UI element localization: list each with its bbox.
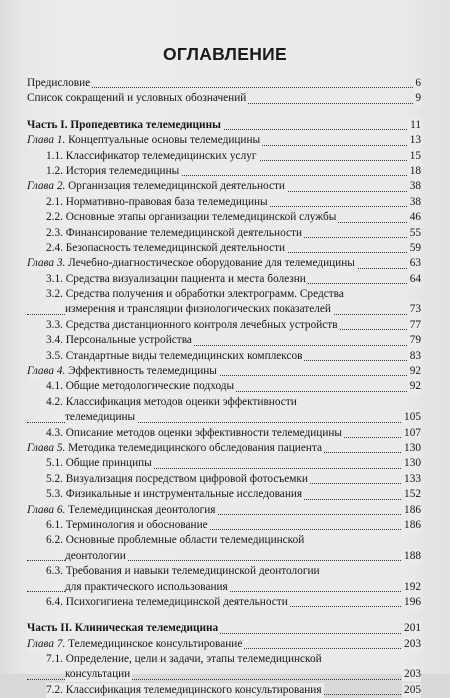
toc-section-entry — [27, 595, 421, 610]
toc-front-entry — [27, 91, 421, 106]
page-number: 64 — [409, 272, 421, 285]
toc-section-entry — [27, 318, 421, 333]
page-number: 203 — [404, 668, 421, 681]
page-number: 130 — [404, 457, 421, 470]
toc-section-entry — [27, 667, 421, 682]
toc-chapter-entry — [27, 179, 421, 194]
entry-title: 4.1. Общие методологические подходы — [46, 380, 235, 393]
entry-title: 3.4. Персональные устройства — [46, 334, 192, 347]
toc-section-entry — [27, 533, 421, 548]
page-number: 205 — [404, 683, 421, 696]
toc-section-entry — [27, 487, 421, 502]
toc-section-entry — [27, 549, 421, 564]
entry-title: 1.2. История телемедицины — [46, 164, 180, 177]
entry-title: Часть II. Клиническая телемедицина — [27, 622, 219, 635]
entry-title: 2.4. Безопасность телемедицинской деятельности — [46, 241, 286, 254]
toc-section-entry — [27, 683, 421, 698]
entry-title: 2.1. Нормативно-правовая база телемедицины — [46, 195, 268, 208]
chapter-label: Глава 2. — [27, 180, 66, 193]
page-number: 38 — [409, 180, 421, 193]
toc-section-entry — [27, 287, 421, 302]
page-number: 13 — [409, 134, 421, 147]
page-number: 11 — [410, 118, 421, 131]
page-number: 130 — [404, 441, 421, 454]
page-number: 77 — [409, 318, 421, 331]
toc-section-entry — [27, 272, 421, 287]
page-number: 9 — [415, 92, 421, 105]
page-number: 38 — [409, 195, 421, 208]
entry-title: 2.2. Основные этапы организации телемедицинской службы — [46, 211, 337, 224]
entry-title: 6.3. Требования и навыки телемедицинской деонтологии — [46, 565, 320, 578]
toc-chapter-entry — [27, 256, 421, 271]
toc-chapter-entry — [27, 503, 421, 518]
page-number: 18 — [409, 164, 421, 177]
entry-title: 7.2. Классификация телемедицинского консультирования — [46, 683, 322, 696]
toc-chapter-entry — [27, 133, 421, 148]
toc-chapter-entry — [27, 441, 421, 456]
page-number: 55 — [409, 226, 421, 239]
entry-title: 5.1. Общие принципы — [46, 457, 152, 470]
toc-section-entry — [27, 164, 421, 179]
table-of-contents — [27, 76, 421, 698]
entry-title: Глава 7. Телемедицинское консультирование — [27, 637, 243, 650]
toc-section-entry — [27, 149, 421, 164]
entry-title: 5.3. Физикальные и инструментальные исследования — [46, 488, 303, 501]
entry-title: для практического использования — [65, 580, 228, 593]
entry-title: Список сокращений и условных обозначений — [27, 92, 247, 105]
toc-section-entry — [27, 652, 421, 667]
entry-title: 5.2. Визуализация посредством цифровой фотосъемки — [46, 472, 308, 485]
page-number: 107 — [404, 426, 421, 439]
page-number: 186 — [404, 518, 421, 531]
page-number: 6 — [415, 77, 421, 89]
section-gap — [27, 610, 421, 621]
entry-title: 6.1. Терминология и обоснование — [46, 518, 208, 531]
entry-title: консультации — [65, 668, 131, 681]
toc-chapter-entry — [27, 364, 421, 379]
toc-part-heading — [27, 118, 421, 133]
entry-title: Глава 4. Эффективность телемедицины — [27, 365, 217, 378]
page-number: 15 — [409, 149, 421, 162]
entry-title: 6.2. Основные проблемные области телемедицинской — [46, 534, 305, 547]
toc-section-entry — [27, 210, 421, 225]
entry-title: Глава 6. Телемедицинская деонтология — [27, 503, 216, 516]
page-number: 192 — [404, 580, 421, 593]
toc-section-entry — [27, 518, 421, 533]
toc-section-entry — [27, 580, 421, 595]
entry-title: 3.2. Средства получения и обработки электрограмм. Средства — [46, 288, 344, 301]
entry-title: 4.3. Описание методов оценки эффективности телемедицины — [46, 426, 343, 439]
page-number: 63 — [409, 257, 421, 270]
entry-title: Предисловие — [27, 77, 91, 89]
entry-title: Глава 5. Методика телемедицинского обследования пациента — [27, 441, 322, 454]
page-number: 79 — [409, 334, 421, 347]
toc-section-entry — [27, 302, 421, 317]
entry-title: 7.1. Определение, цели и задачи, этапы телемедицинской — [46, 653, 322, 666]
toc-section-entry — [27, 349, 421, 364]
entry-title: 2.3. Финансирование телемедицинской деятельности — [46, 226, 302, 239]
entry-title: 3.5. Стандартные виды телемедицинских комплексов — [46, 349, 303, 362]
toc-section-entry — [27, 195, 421, 210]
entry-title: 3.1. Средства визуализации пациента и места болезни — [46, 272, 306, 285]
page-number: 46 — [409, 211, 421, 224]
toc-section-entry — [27, 379, 421, 394]
toc-section-entry — [27, 426, 421, 441]
page-number: 203 — [404, 637, 421, 650]
page-number: 196 — [404, 595, 421, 608]
toc-section-entry — [27, 226, 421, 241]
entry-title: Глава 1. Концептуальные основы телемедицины — [27, 134, 261, 147]
chapter-label: Глава 4. — [27, 365, 66, 378]
entry-title: измерения и трансляции физиологических показателей — [65, 303, 331, 316]
entry-title: Глава 2. Организация телемедицинской деятельности — [27, 180, 285, 193]
entry-title: 3.3. Средства дистанционного контроля лечебных устройств — [46, 318, 338, 331]
page-number: 152 — [404, 488, 421, 501]
chapter-label: Глава 3. — [27, 257, 66, 270]
toc-section-entry — [27, 472, 421, 487]
toc-section-entry — [27, 241, 421, 256]
toc-part-heading — [27, 621, 421, 636]
entry-title: Глава 3. Лечебно-диагностическое оборудование для телемедицины — [27, 257, 355, 270]
page-number: 92 — [409, 365, 421, 378]
page-title: ОГЛАВЛЕНИЕ — [162, 44, 288, 64]
chapter-label: Глава 5. — [27, 441, 66, 454]
page-number: 83 — [409, 349, 421, 362]
page-number: 92 — [409, 380, 421, 393]
page-number: 186 — [404, 503, 421, 516]
toc-section-entry — [27, 410, 421, 425]
toc-chapter-entry — [27, 637, 421, 652]
chapter-label: Глава 7. — [27, 637, 66, 650]
toc-section-entry — [27, 456, 421, 471]
toc-front-entry — [27, 76, 421, 91]
page-number: 201 — [404, 622, 421, 635]
page-number: 188 — [404, 549, 421, 562]
page-number: 133 — [404, 472, 421, 485]
page-number: 105 — [404, 411, 421, 424]
entry-title: Часть I. Пропедевтика телемедицины — [27, 118, 221, 131]
entry-title: 4.2. Классификация методов оценки эффективности — [46, 395, 297, 408]
page-number: 59 — [409, 241, 421, 254]
chapter-label: Глава 1. — [27, 134, 66, 147]
chapter-label: Глава 6. — [27, 503, 66, 516]
toc-section-entry — [27, 333, 421, 348]
entry-title: 1.1. Классификатор телемедицинских услуг — [46, 149, 257, 162]
toc-section-entry — [27, 395, 421, 410]
section-gap — [27, 107, 421, 118]
entry-title: 6.4. Психогигиена телемедицинской деятельности — [46, 595, 288, 608]
page-number: 73 — [409, 303, 421, 316]
entry-title: телемедицины — [65, 411, 136, 424]
toc-section-entry — [27, 564, 421, 579]
entry-title: деонтологии — [65, 549, 126, 562]
